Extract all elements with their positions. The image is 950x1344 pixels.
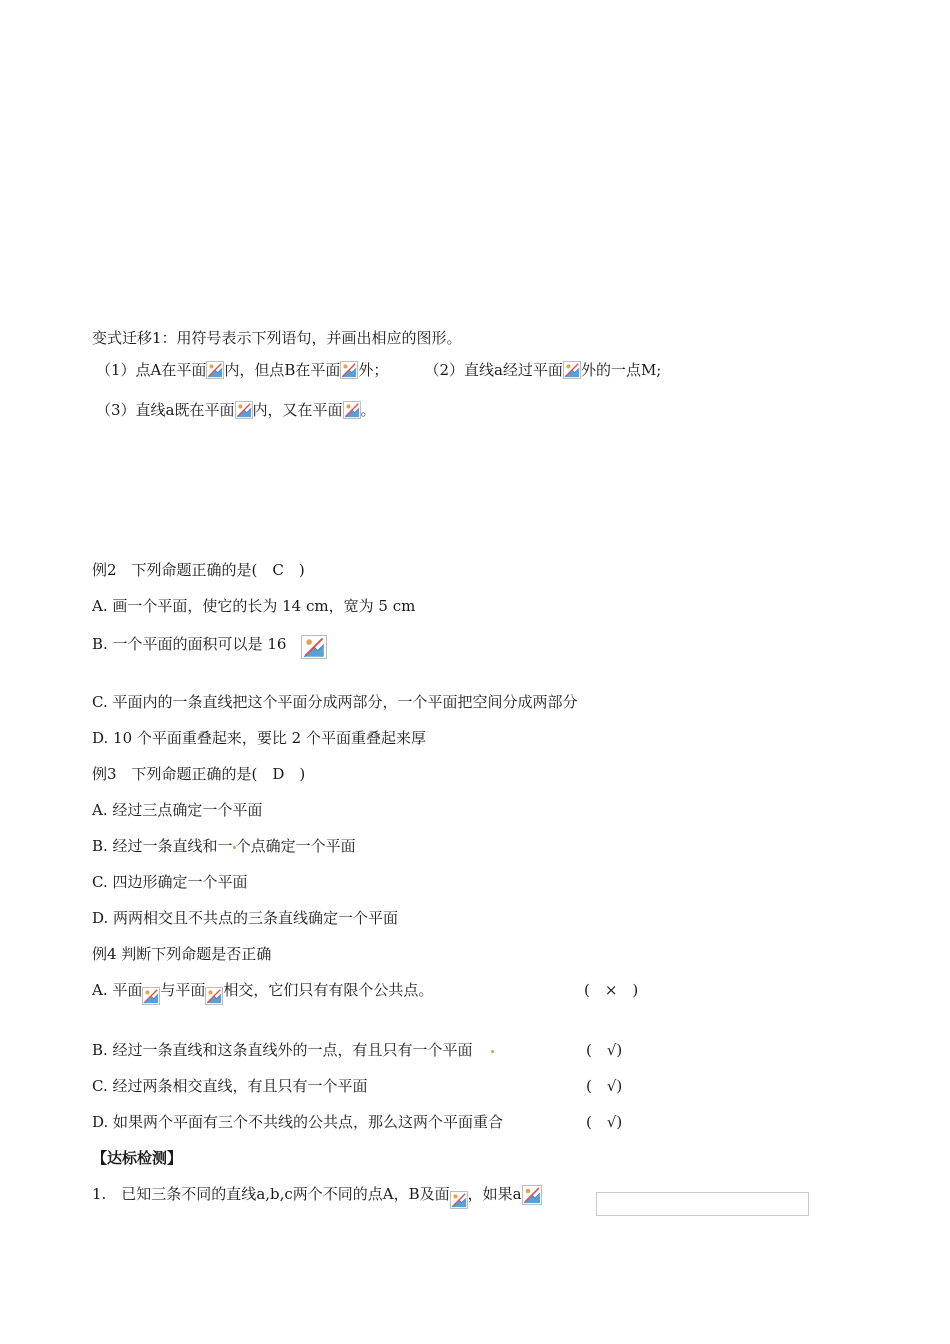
example-3-option-b <box>92 836 356 856</box>
variant-line-1 <box>96 360 661 380</box>
variant-text: （1）点A在平面 <box>96 361 207 379</box>
option-text: A. 平面 <box>92 981 143 999</box>
example-4-option-c: C. 经过两条相交直线，有且只有一个平面 <box>92 1077 368 1095</box>
question-text: ，如果a <box>467 1185 522 1203</box>
option-text: 个点确定一个平面 <box>235 837 356 855</box>
plane-alpha-image-icon <box>235 401 253 419</box>
section-heading: 【达标检测】 <box>92 1149 183 1167</box>
answer-mark: ( √) <box>586 1041 623 1059</box>
example-2-option-b <box>92 634 327 659</box>
question-text: 1. 已知三条不同的直线a,b,c两个不同的点A，B及面 <box>92 1185 450 1203</box>
plane-alpha-image-icon <box>340 361 358 379</box>
unit-image-icon <box>301 635 327 659</box>
plane-alpha-image-icon <box>563 361 581 379</box>
plane-alpha-image-icon <box>142 987 160 1005</box>
example-2-title: 例2 下列命题正确的是( C ) <box>92 561 305 579</box>
answer-mark: ( √) <box>586 1113 623 1131</box>
option-text: B. 经过一条直线和一 <box>92 837 233 855</box>
example-2-option-c: C. 平面内的一条直线把这个平面分成两部分，一个平面把空间分成两部分 <box>92 693 578 711</box>
plane-beta-image-icon <box>205 987 223 1005</box>
example-3-option-a: A. 经过三点确定一个平面 <box>92 801 263 819</box>
example-3-option-d: D. 两两相交且不共点的三条直线确定一个平面 <box>92 909 399 927</box>
example-2-option-a: A. 画一个平面，使它的长为 14 cm，宽为 5 cm <box>92 597 416 615</box>
option-text: 相交，它们只有有限个公共点。 <box>223 981 434 999</box>
example-4-option-d: D. 如果两个平面有三个不共线的公共点，那么这两个平面重合 <box>92 1113 504 1131</box>
variant-text: （3）直线a既在平面 <box>96 401 235 419</box>
option-text: B. 一个平面的面积可以是 16 <box>92 635 287 653</box>
variant-text: 。 <box>360 401 376 419</box>
variant-text: 外； <box>358 361 389 379</box>
variant-line-2 <box>96 400 376 420</box>
example-4-option-b <box>92 1040 494 1060</box>
option-text: B. 经过一条直线和这条直线外的一点，有且只有一个平面 <box>92 1041 473 1059</box>
variant-text: 内，又在平面 <box>252 401 343 419</box>
variant-text: 内，但点B在平面 <box>224 361 341 379</box>
variant-text: 外的一点M; <box>580 361 662 379</box>
answer-mark: ( √) <box>586 1077 623 1095</box>
formula-image-icon <box>522 1185 542 1205</box>
example-2-option-d: D. 10 个平面重叠起来，要比 2 个平面重叠起来厚 <box>92 729 426 747</box>
option-text: 与平面 <box>160 981 206 999</box>
plane-alpha-image-icon <box>450 1191 468 1209</box>
stray-dot-icon <box>491 1050 494 1053</box>
truncated-formula-box <box>596 1192 809 1216</box>
plane-alpha-image-icon <box>206 361 224 379</box>
example-4-title: 例4 判断下列命题是否正确 <box>92 945 272 963</box>
variant-text: （2）直线a经过平面 <box>424 361 563 379</box>
variant-title: 变式迁移1：用符号表示下列语句，并画出相应的图形。 <box>92 329 462 347</box>
example-3-option-c: C. 四边形确定一个平面 <box>92 873 248 891</box>
example-4-option-a <box>92 980 433 1005</box>
answer-mark: ( × ) <box>584 981 639 999</box>
plane-beta-image-icon <box>343 401 361 419</box>
example-3-title: 例3 下列命题正确的是( D ) <box>92 765 306 783</box>
question-1 <box>92 1184 542 1209</box>
